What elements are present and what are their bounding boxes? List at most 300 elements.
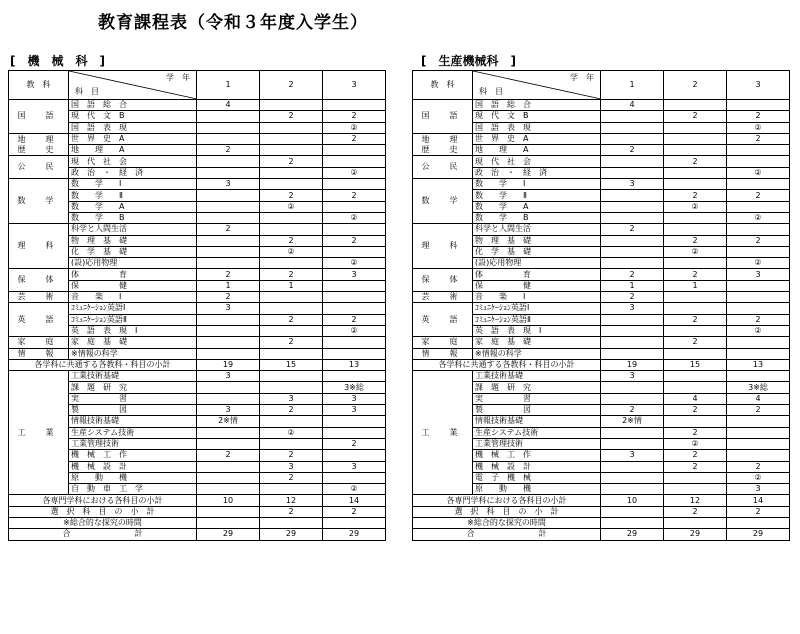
credit-value [664,258,727,269]
sentaku-subtotal-row-label: 選 択 科 目 の 小 計 [9,506,197,517]
credit-value: 2 [727,405,790,416]
credit-value: 2 [197,292,260,303]
sogo-row [9,517,386,528]
credit-value [197,472,260,483]
credit-value [197,325,260,336]
subject-row [9,133,386,144]
subject-name: ｺﾐｭﾆｹｰｼｮﾝ英語Ⅰ [473,303,601,314]
credit-value: 3 [197,405,260,416]
senmon-subtotal-row-value: 12 [260,495,323,506]
credit-value: 2 [727,314,790,325]
sentaku-subtotal-row [413,506,790,517]
credit-value [601,348,664,359]
credit-value [601,393,664,404]
subject-name: 工業技術基礎 [69,371,197,382]
group-name: 保 体 [9,269,69,292]
credit-value [727,292,790,303]
subject-name: 国 語 表 現 [473,122,601,133]
header-year-3: 3 [727,71,790,100]
credit-value: 2 [727,111,790,122]
total-row [413,529,790,540]
credit-value [197,393,260,404]
subject-name: 世 界 史 A [69,133,197,144]
credit-value: 2 [727,133,790,144]
common-subtotal-row-value: 19 [601,359,664,370]
subject-row [413,337,790,348]
credit-value: 4 [727,393,790,404]
credit-value: 2 [664,427,727,438]
common-subtotal-row-value: 15 [664,359,727,370]
credit-value [197,348,260,359]
credit-value: 2 [197,145,260,156]
subject-name: 世 界 史 A [473,133,601,144]
sogo-row [413,517,790,528]
credit-value: 2 [197,450,260,461]
credit-value: 2 [601,405,664,416]
header-kamoku: 科 目 [75,87,99,96]
credit-value: 2 [664,269,727,280]
sentaku-subtotal-row-value: 2 [664,506,727,517]
group-name: 芸 術 [413,292,473,303]
credit-value [664,348,727,359]
credit-value: 2※情 [601,416,664,427]
credit-value: 1 [664,280,727,291]
total-row-label: 合 計 [413,529,601,540]
credit-value: 1 [601,280,664,291]
curriculum-table-kikai [8,70,386,541]
credit-value [323,224,386,235]
credit-value [664,167,727,178]
credit-value [323,246,386,257]
credit-value [727,145,790,156]
subject-name: 数 学 B [69,212,197,223]
subject-name: 英 語 表 現 Ⅰ [473,325,601,336]
credit-value [197,438,260,449]
credit-value: 2 [601,224,664,235]
credit-value: 4 [197,100,260,111]
credit-value [727,337,790,348]
subject-name: 製 図 [473,405,601,416]
sogo-row-label: ※総合的な探究の時間 [9,517,197,528]
sentaku-subtotal-row-value: 2 [260,506,323,517]
sentaku-subtotal-row-value [601,506,664,517]
sogo-row-value [601,517,664,528]
credit-value: 2 [664,450,727,461]
credit-value [664,484,727,495]
credit-value [727,179,790,190]
credit-value [664,212,727,223]
subject-row [413,269,790,280]
credit-value [323,450,386,461]
credit-value [727,450,790,461]
credit-value [664,472,727,483]
header-year-1: 1 [601,71,664,100]
sentaku-subtotal-row-value: 2 [727,506,790,517]
credit-value [197,314,260,325]
subject-name: ※情報の科学 [473,348,601,359]
credit-value [727,246,790,257]
subject-name: ｺﾐｭﾆｹｰｼｮﾝ英語Ⅱ [69,314,197,325]
credit-value [664,133,727,144]
credit-value [664,382,727,393]
credit-value: ② [664,438,727,449]
subject-name: 数 学 Ⅰ [473,179,601,190]
subject-name: 工業技術基礎 [473,371,601,382]
subject-row [9,156,386,167]
credit-value [601,167,664,178]
credit-value: 4 [601,100,664,111]
credit-value [727,156,790,167]
credit-value: 3 [727,269,790,280]
subject-name: (設)応用物理 [473,258,601,269]
credit-value [260,100,323,111]
credit-value [601,314,664,325]
subject-row [9,337,386,348]
subject-name: 生産システム技術 [473,427,601,438]
sogo-row-value [260,517,323,528]
credit-value: 2 [664,111,727,122]
subject-row [9,292,386,303]
credit-value [197,337,260,348]
credit-value: 1 [197,280,260,291]
credit-value [260,438,323,449]
group-name: 理 科 [413,224,473,269]
credit-value: ② [323,122,386,133]
total-row-value: 29 [601,529,664,540]
subject-name: 国 語 総 合 [473,100,601,111]
credit-value: 3 [260,393,323,404]
group-name: 地 理 歴 史 [413,133,473,156]
common-subtotal-row [9,359,386,370]
credit-value [727,303,790,314]
credit-value: 2 [727,190,790,201]
credit-value: 2 [323,235,386,246]
common-subtotal-row-value: 13 [727,359,790,370]
credit-value [601,382,664,393]
credit-value: 2 [260,111,323,122]
total-row [9,529,386,540]
senmon-subtotal-row [413,495,790,506]
credit-value [323,100,386,111]
credit-value: ② [727,167,790,178]
credit-value: ② [323,212,386,223]
subject-name: 課 題 研 究 [473,382,601,393]
credit-value [664,303,727,314]
subject-name: 現 代 文 B [473,111,601,122]
credit-value [664,179,727,190]
credit-value [601,325,664,336]
credit-value [664,122,727,133]
credit-value: 2 [323,314,386,325]
subject-name: 科学と人間生活 [473,224,601,235]
header-gakunen: 学 年 [166,73,190,82]
credit-value [664,292,727,303]
credit-value: ② [323,167,386,178]
credit-value: 3 [323,269,386,280]
credit-value [601,111,664,122]
credit-value: 2 [601,292,664,303]
page-title: 教育課程表（令和３年度入学生） [98,13,368,33]
credit-value: 4 [664,393,727,404]
credit-value [601,484,664,495]
subject-name: 機 械 設 計 [473,461,601,472]
credit-value [260,133,323,144]
subject-name: 生産システム技術 [69,427,197,438]
credit-value [727,438,790,449]
group-name: 数 学 [9,179,69,224]
credit-value [260,371,323,382]
credit-value: 2 [664,190,727,201]
senmon-subtotal-row-label: 各専門学科における各科目の小計 [413,495,601,506]
credit-value: 3※総 [727,382,790,393]
credit-value [197,167,260,178]
subject-row [9,100,386,111]
subject-name: 数 学 Ⅰ [69,179,197,190]
subject-name: ｺﾐｭﾆｹｰｼｮﾝ英語Ⅰ [69,303,197,314]
total-row-value: 29 [727,529,790,540]
header-year-2: 2 [664,71,727,100]
credit-value: 2 [260,314,323,325]
credit-value [323,416,386,427]
group-name: 情 報 [9,348,69,359]
credit-value [260,145,323,156]
group-name: 芸 術 [9,292,69,303]
subject-name: 政 治 ・ 経 済 [69,167,197,178]
subject-name: 自 動 車 工 学 [69,484,197,495]
common-subtotal-row-label: 各学科に共通する各教科・科目の小計 [9,359,197,370]
credit-value [727,416,790,427]
header-year-3: 3 [323,71,386,100]
credit-value [664,224,727,235]
group-name: 理 科 [9,224,69,269]
subject-name: 原 動 機 [69,472,197,483]
credit-value: ② [260,427,323,438]
subject-row [9,179,386,190]
credit-value [323,472,386,483]
subject-name: 数 学 A [69,201,197,212]
credit-value: 2 [664,461,727,472]
credit-value [664,145,727,156]
credit-value: ② [323,258,386,269]
group-name: 公 民 [413,156,473,179]
senmon-subtotal-row-value: 10 [601,495,664,506]
credit-value [727,348,790,359]
credit-value: 2 [260,190,323,201]
credit-value [323,145,386,156]
credit-value [323,156,386,167]
credit-value [323,280,386,291]
senmon-subtotal-row-value: 12 [664,495,727,506]
credit-value [601,472,664,483]
credit-value [323,371,386,382]
subject-name: 数 学 B [473,212,601,223]
credit-value: 3 [197,179,260,190]
senmon-subtotal-row [9,495,386,506]
header-gakunen: 学 年 [570,73,594,82]
sentaku-subtotal-row [9,506,386,517]
credit-value [601,212,664,223]
total-row-label: 合 計 [9,529,197,540]
credit-value: 2 [664,156,727,167]
subject-name: 科学と人間生活 [69,224,197,235]
subject-name: 英 語 表 現 Ⅰ [69,325,197,336]
group-name: 英 語 [9,303,69,337]
credit-value [260,325,323,336]
credit-value [323,179,386,190]
subject-row [413,156,790,167]
credit-value [601,461,664,472]
credit-value: 2 [260,405,323,416]
dept-label-seisan: [ 生産機械科 ] [421,54,516,68]
credit-value: ② [323,484,386,495]
credit-value [260,179,323,190]
subject-name: 家 庭 基 礎 [473,337,601,348]
credit-value [601,235,664,246]
subject-name: 政 治 ・ 経 済 [473,167,601,178]
credit-value [323,303,386,314]
credit-value: 2 [197,269,260,280]
credit-value: ② [727,472,790,483]
credit-value [727,201,790,212]
credit-value [260,258,323,269]
credit-value: ② [664,201,727,212]
subject-name: 体 育 [69,269,197,280]
credit-value [601,201,664,212]
credit-value [197,246,260,257]
subject-name: 化 学 基 礎 [473,246,601,257]
credit-value [197,235,260,246]
subject-name: 原 動 機 [473,484,601,495]
subject-name: 数 学 A [473,201,601,212]
total-row-value: 29 [323,529,386,540]
subject-row [413,371,790,382]
credit-value: 3 [601,450,664,461]
credit-value [197,190,260,201]
credit-value: 3 [260,461,323,472]
header-diagonal-cell [473,71,601,100]
subject-row [9,348,386,359]
credit-value [260,212,323,223]
group-name: 情 報 [413,348,473,359]
total-row-value: 29 [197,529,260,540]
credit-value [260,303,323,314]
credit-value: 2 [323,133,386,144]
credit-value: ② [727,212,790,223]
group-name: 国 語 [9,100,69,134]
subject-name: 工業管理技術 [69,438,197,449]
subject-name: 家 庭 基 礎 [69,337,197,348]
subject-name: 現 代 社 会 [473,156,601,167]
senmon-subtotal-row-value: 14 [727,495,790,506]
sogo-row-value [664,517,727,528]
credit-value [197,382,260,393]
subject-name: 音 楽 Ⅰ [69,292,197,303]
credit-value [197,133,260,144]
subject-row [413,224,790,235]
subject-name: 課 題 研 究 [69,382,197,393]
credit-value: 3 [601,179,664,190]
credit-value [260,382,323,393]
credit-value [197,111,260,122]
credit-value [601,427,664,438]
subject-name: 製 図 [69,405,197,416]
subject-name: 国 語 表 現 [69,122,197,133]
common-subtotal-row-value: 15 [260,359,323,370]
credit-value [260,348,323,359]
credit-value: 2 [601,145,664,156]
credit-value: 2 [260,337,323,348]
credit-value [323,337,386,348]
credit-value [323,201,386,212]
subject-name: 機 械 設 計 [69,461,197,472]
credit-value [260,224,323,235]
credit-value: 2 [260,156,323,167]
sentaku-subtotal-row-value: 2 [323,506,386,517]
credit-value [197,201,260,212]
senmon-subtotal-row-value: 10 [197,495,260,506]
credit-value [323,292,386,303]
credit-value: ② [260,201,323,212]
subject-name: 保 健 [69,280,197,291]
credit-value [601,258,664,269]
credit-value: 2 [664,337,727,348]
credit-value [601,122,664,133]
credit-value [727,280,790,291]
credit-value: ② [727,258,790,269]
subject-name: 情報技術基礎 [473,416,601,427]
subject-name: 地 理 A [69,145,197,156]
subject-name: 国 語 総 合 [69,100,197,111]
credit-value [323,348,386,359]
total-row-value: 29 [664,529,727,540]
group-name: 家 庭 [9,337,69,348]
subject-name: 現 代 文 B [69,111,197,122]
subject-row [413,292,790,303]
credit-value [727,427,790,438]
header-row [413,71,790,100]
subject-name: ｺﾐｭﾆｹｰｼｮﾝ英語Ⅱ [473,314,601,325]
common-subtotal-row-value: 13 [323,359,386,370]
group-name: 地 理 歴 史 [9,133,69,156]
credit-value: 2 [197,224,260,235]
credit-value [601,337,664,348]
common-subtotal-row [413,359,790,370]
subject-row [413,303,790,314]
subject-name: 実 習 [69,393,197,404]
credit-value [664,325,727,336]
credit-value [197,212,260,223]
subject-name: 情報技術基礎 [69,416,197,427]
sentaku-subtotal-row-label: 選 択 科 目 の 小 計 [413,506,601,517]
credit-value [601,156,664,167]
subject-row [413,179,790,190]
common-subtotal-row-label: 各学科に共通する各教科・科目の小計 [413,359,601,370]
credit-value: ② [323,325,386,336]
credit-value [323,427,386,438]
credit-value: 2 [323,438,386,449]
credit-value: 2 [664,235,727,246]
credit-value: 3 [323,461,386,472]
credit-value [601,133,664,144]
subject-name: 数 学 Ⅱ [473,190,601,201]
subject-name: ※情報の科学 [69,348,197,359]
header-year-2: 2 [260,71,323,100]
credit-value: 2 [323,111,386,122]
group-name: 家 庭 [413,337,473,348]
credit-value [664,416,727,427]
credit-value: 2 [260,235,323,246]
header-kyoka: 教 科 [9,71,69,100]
